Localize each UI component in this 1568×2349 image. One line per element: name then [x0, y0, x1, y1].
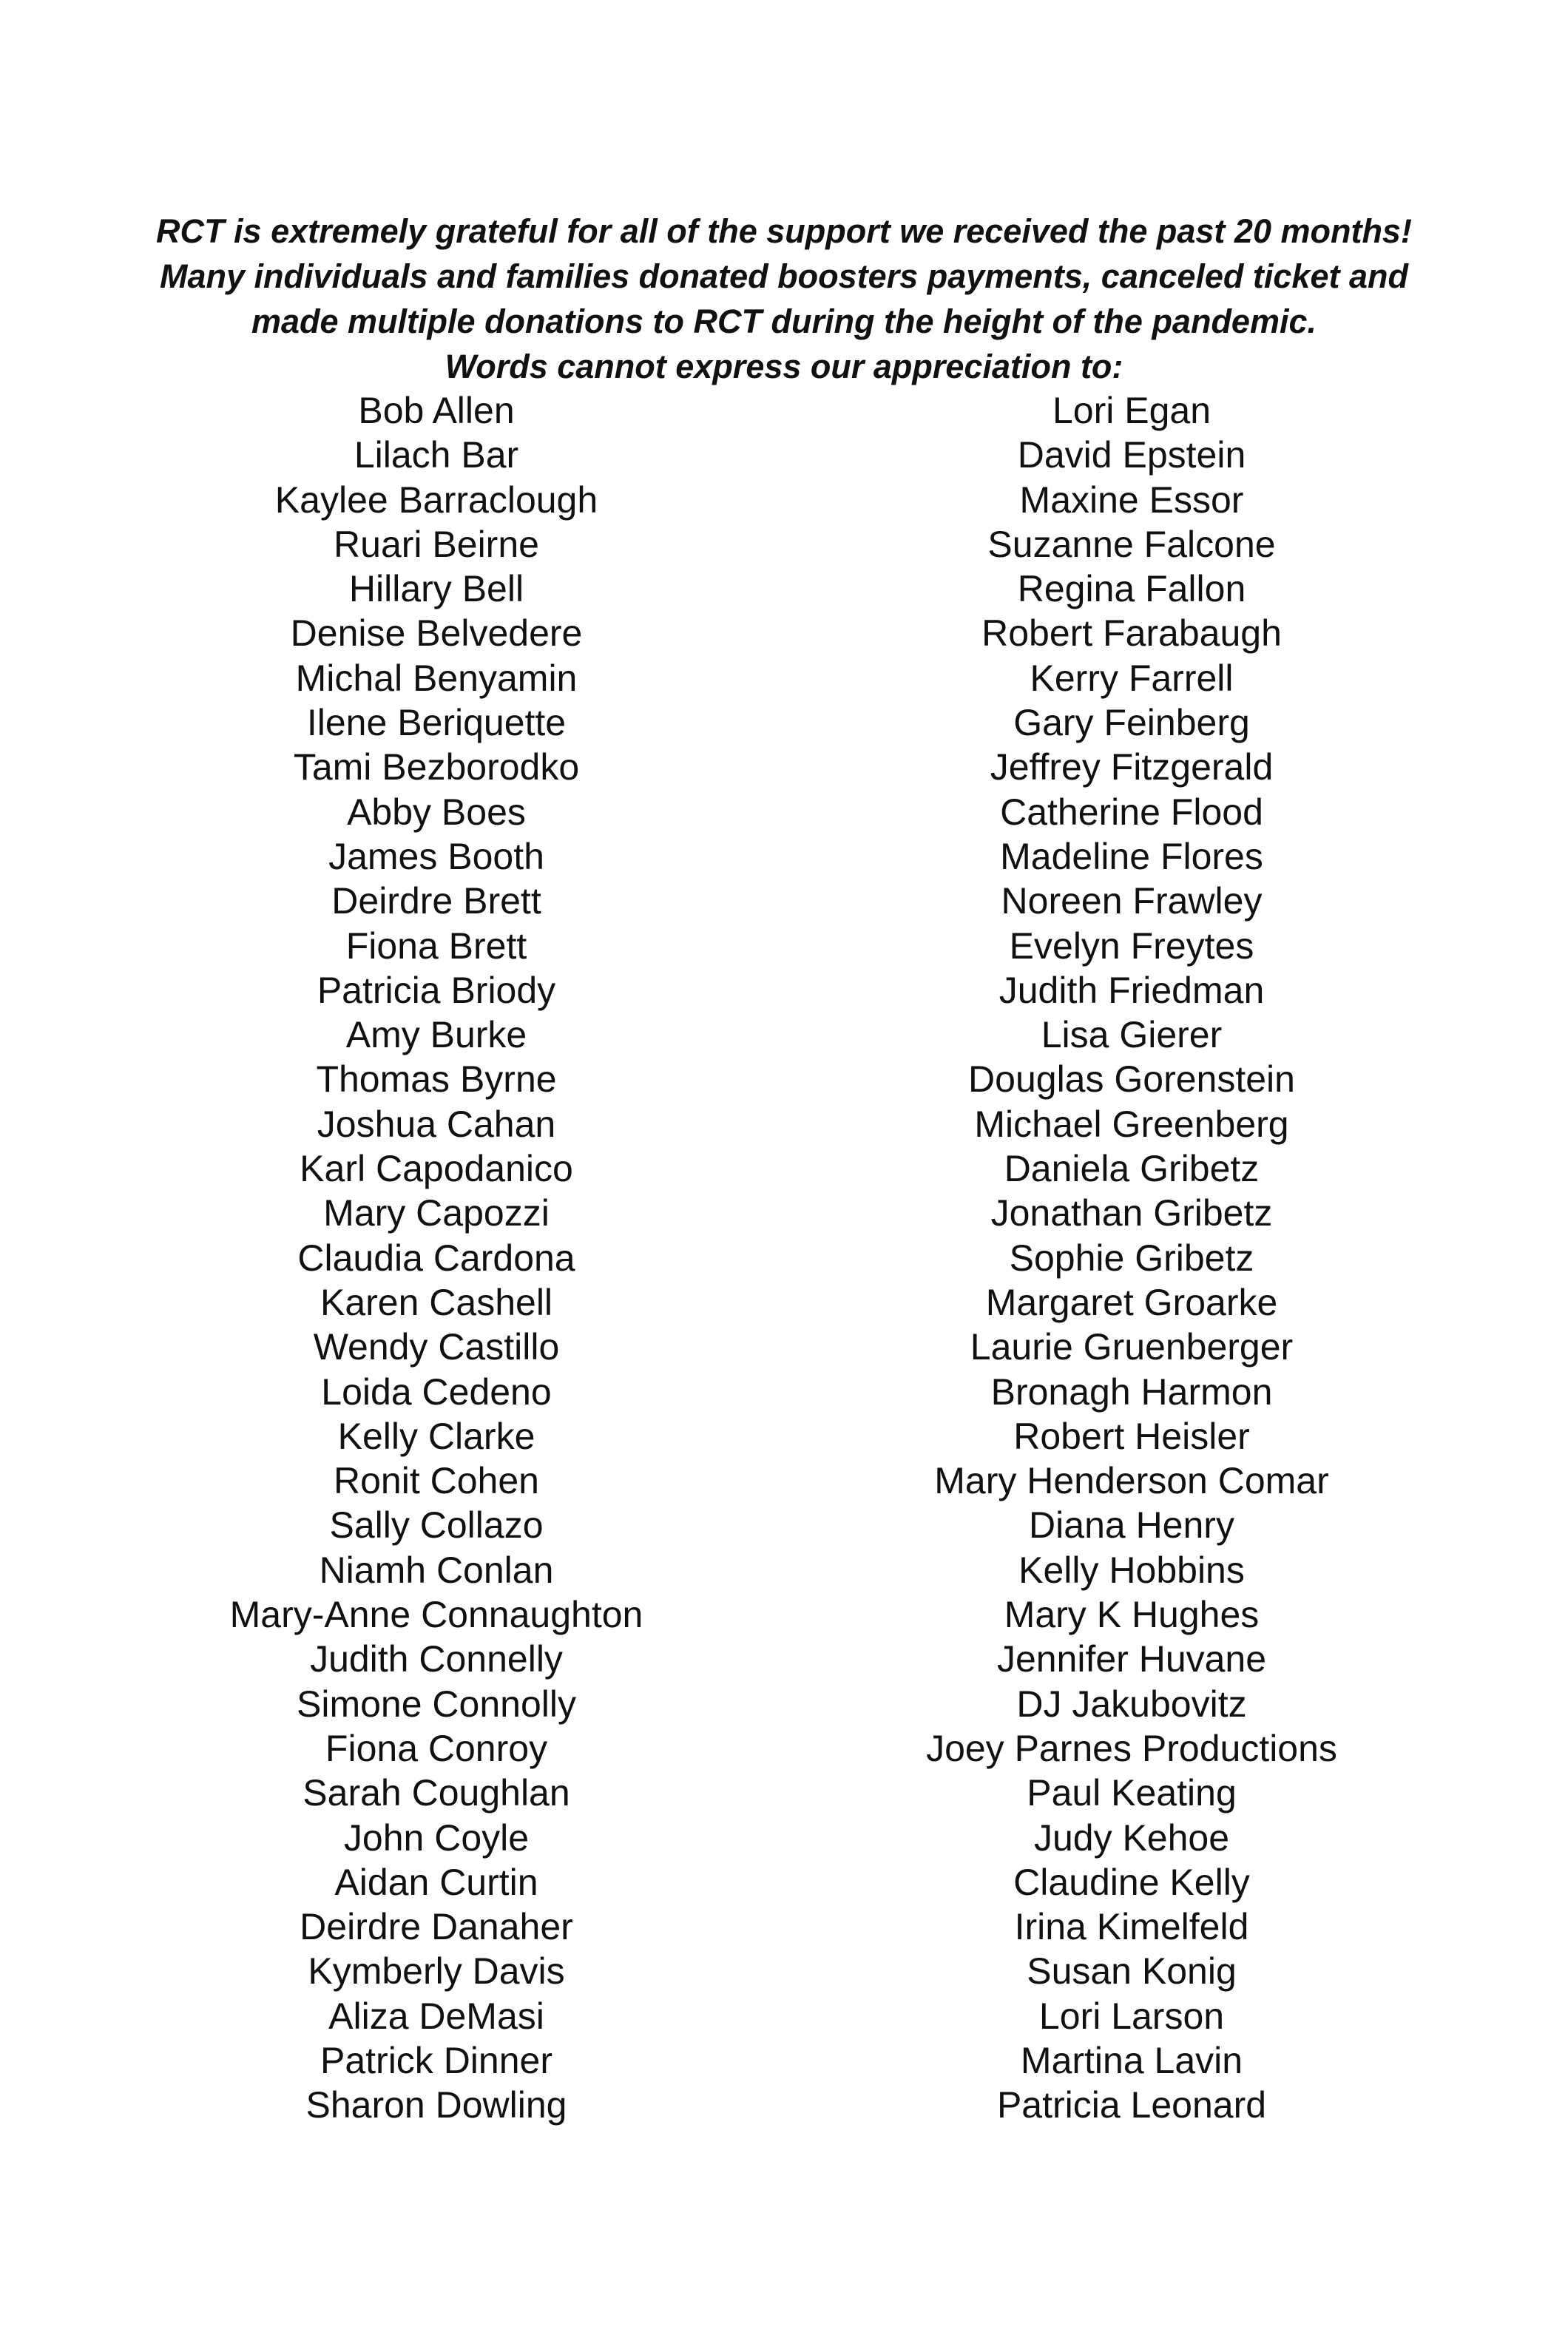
donor-name: Kymberly Davis [308, 1950, 565, 1993]
donor-name: Wendy Castillo [313, 1326, 560, 1368]
donor-name: Karen Cashell [320, 1281, 553, 1323]
donor-name: Mary Henderson Comar [934, 1460, 1329, 1502]
donor-name: Mary-Anne Connaughton [229, 1594, 643, 1636]
donor-name: Lisa Gierer [1041, 1014, 1223, 1056]
donor-name: Hillary Bell [348, 568, 524, 610]
donor-name: Claudia Cardona [297, 1237, 575, 1279]
donor-name: Laurie Gruenberger [970, 1326, 1294, 1368]
donor-name: Kaylee Barraclough [274, 479, 598, 521]
intro-line: RCT is extremely grateful for all of the support we received the past 20 months! [156, 212, 1412, 250]
donor-name: Judith Connelly [310, 1638, 563, 1680]
donor-name: Thomas Byrne [316, 1058, 557, 1101]
donor-name: Susan Konig [1027, 1950, 1237, 1993]
donor-name: Jennifer Huvane [996, 1638, 1267, 1680]
donor-name: Jeffrey Fitzgerald [990, 746, 1274, 788]
donor-name: Claudine Kelly [1013, 1861, 1250, 1903]
donor-name: Bronagh Harmon [990, 1370, 1273, 1413]
donor-name: Denise Belvedere [290, 612, 583, 655]
donor-name: Mary Capozzi [323, 1192, 550, 1234]
donor-name: Amy Burke [345, 1014, 527, 1056]
donor-name: Sally Collazo [329, 1504, 544, 1547]
donor-name: Margaret Groarke [985, 1281, 1278, 1323]
donor-name: Madeline Flores [1000, 835, 1263, 877]
intro-line: Many individuals and families donated boosters payments, canceled ticket and [160, 257, 1408, 295]
intro-line: made multiple donations to RCT during the height of the pandemic. [251, 303, 1317, 340]
donor-name: Michal Benyamin [295, 657, 578, 699]
donor-name: Karl Capodanico [300, 1148, 573, 1190]
donor-name: Michael Greenberg [974, 1103, 1289, 1145]
donor-name: Irina Kimelfeld [1014, 1906, 1249, 1948]
donor-name: Kelly Hobbins [1018, 1549, 1245, 1591]
donor-name: DJ Jakubovitz [1016, 1683, 1247, 1725]
donor-name: Tami Bezborodko [293, 746, 580, 788]
donor-name: Aidan Curtin [334, 1861, 538, 1903]
donor-name: Robert Heisler [1013, 1415, 1250, 1457]
names-column-right [851, 388, 1413, 2128]
donor-name: Martina Lavin [1020, 2039, 1243, 2081]
donor-name: Patricia Briody [317, 969, 556, 1011]
donor-name: Sophie Gribetz [1009, 1237, 1254, 1279]
donor-name: Joshua Cahan [317, 1103, 556, 1145]
donor-name: Maxine Essor [1019, 479, 1244, 521]
intro-line: Words cannot express our appreciation to: [445, 348, 1123, 385]
donor-name: Douglas Gorenstein [968, 1058, 1295, 1101]
donor-name: Joey Parnes Productions [926, 1727, 1337, 1769]
donor-name: Mary K Hughes [1004, 1594, 1260, 1636]
donor-name: Patrick Dinner [320, 2039, 552, 2081]
donor-name: John Coyle [343, 1816, 530, 1859]
donor-name: Gary Feinberg [1013, 702, 1250, 744]
donor-name: Paul Keating [1027, 1772, 1237, 1814]
donor-name: Lori Larson [1038, 1995, 1225, 2037]
donor-name: Lori Egan [1052, 390, 1212, 431]
donor-name: Noreen Frawley [1001, 880, 1263, 922]
donor-name: Deirdre Danaher [300, 1906, 573, 1948]
donor-name: Abby Boes [347, 791, 526, 833]
donor-name: Sarah Coughlan [303, 1772, 570, 1814]
donor-name: Suzanne Falcone [987, 523, 1276, 565]
donor-name: Simone Connolly [297, 1683, 576, 1725]
donor-name: Robert Farabaugh [981, 612, 1282, 655]
donor-name: Niamh Conlan [319, 1549, 554, 1591]
names-column-left [207, 388, 666, 2128]
donor-name: Kerry Farrell [1030, 657, 1234, 699]
intro-text [0, 209, 1568, 389]
donor-name: Deirdre Brett [331, 880, 541, 922]
donor-name: Catherine Flood [1000, 791, 1263, 833]
donor-name: Judith Friedman [998, 969, 1265, 1011]
donor-name: David Epstein [1017, 434, 1246, 476]
donor-name: Lilach Bar [354, 434, 519, 476]
donor-name: Patricia Leonard [996, 2084, 1267, 2126]
donor-name: Diana Henry [1029, 1504, 1234, 1547]
donor-name: Judy Kehoe [1033, 1816, 1230, 1859]
donor-name: Aliza DeMasi [328, 1995, 544, 2037]
donor-name: James Booth [328, 835, 544, 877]
donor-name: Evelyn Freytes [1009, 925, 1254, 967]
donor-name: Fiona Conroy [325, 1727, 548, 1769]
donor-name: Daniela Gribetz [1004, 1148, 1260, 1190]
donor-name: Loida Cedeno [321, 1370, 552, 1413]
donor-name: Ronit Cohen [334, 1460, 539, 1502]
donor-name: Bob Allen [358, 390, 515, 431]
donor-name: Jonathan Gribetz [990, 1192, 1273, 1234]
donor-name: Regina Fallon [1017, 568, 1246, 610]
donor-name: Sharon Dowling [305, 2084, 567, 2126]
donor-name: Ilene Beriquette [306, 702, 567, 744]
donor-name: Fiona Brett [345, 925, 527, 967]
donor-name: Kelly Clarke [337, 1415, 535, 1457]
donor-name: Ruari Beirne [334, 523, 539, 565]
